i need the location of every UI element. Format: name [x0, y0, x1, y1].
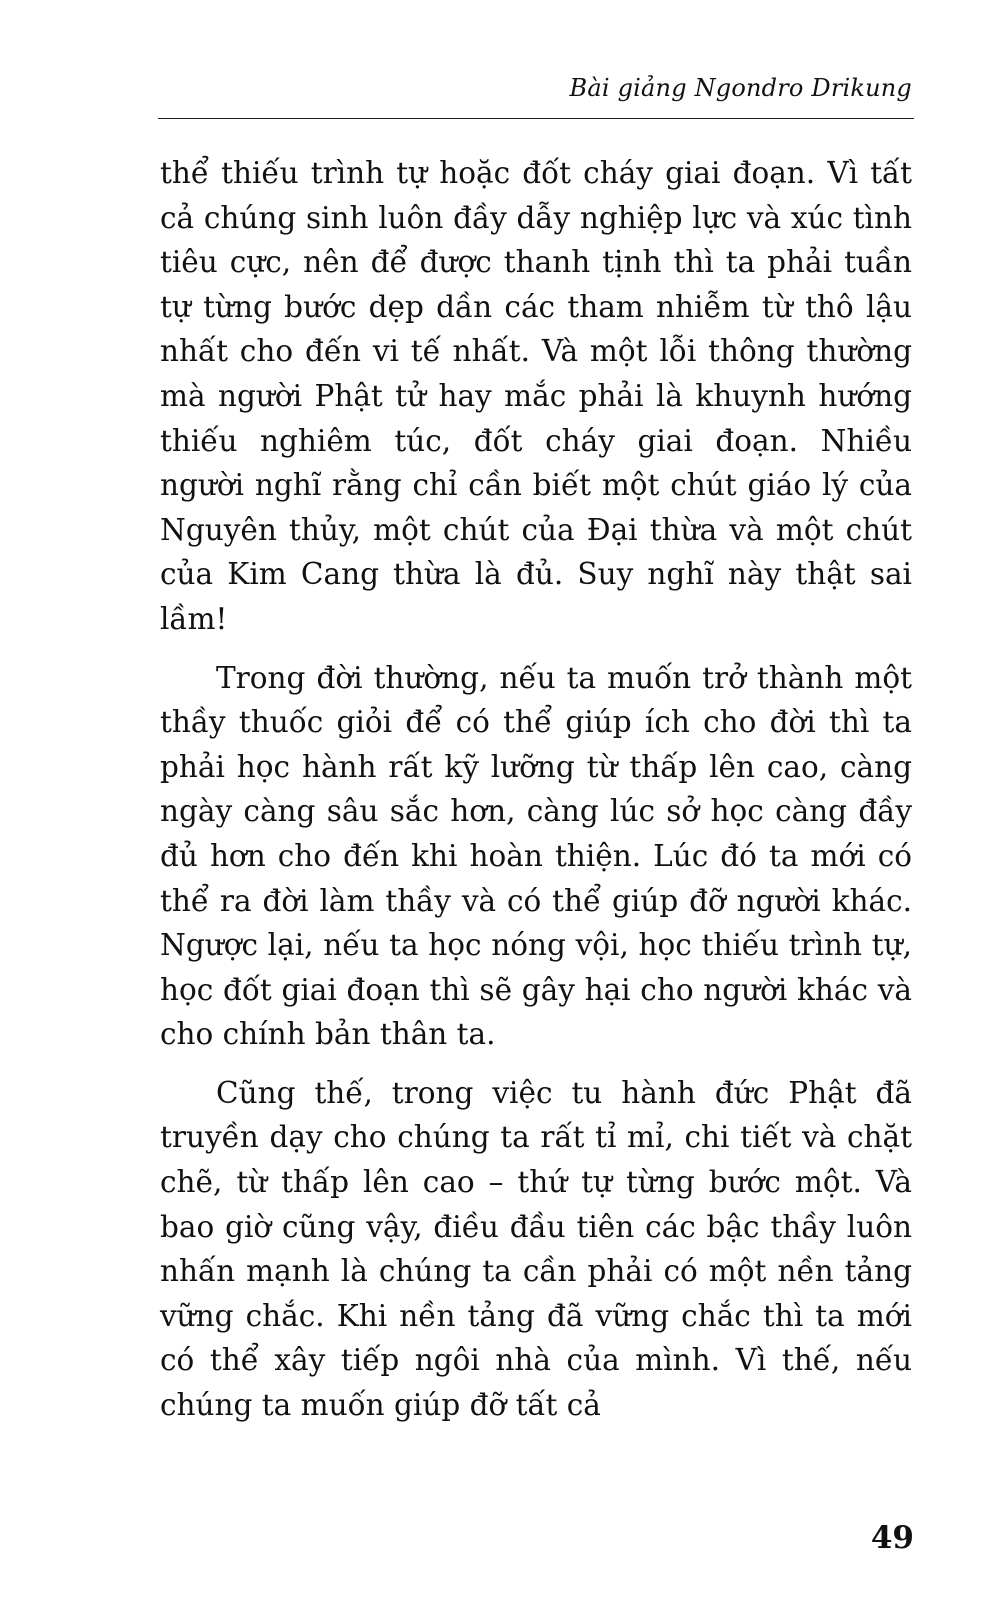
running-header: Bài giảng Ngondro Drikung	[569, 74, 912, 102]
paragraph-continued: thể thiếu trình tự hoặc đốt cháy giai đoạn. Vì tất cả chúng sinh luôn đầy dẫy nghiệp lực và xúc tình tiêu cực, nên để được thanh tịnh thì ta phải tuần tự từng bước dẹp dần các tham nhiễm từ thô lậu nhất cho đến vi tế nhất. Và một lỗi thông thường mà người Phật tử hay mắc phải là khuynh hướng thiếu nghiêm túc, đốt cháy giai đoạn. Nhiều người nghĩ rằng chỉ cần biết một chút giáo lý của Nguyên thủy, một chút của Đại thừa và một chút của Kim Cang thừa là đủ. Suy nghĩ này thật sai lầm!	[160, 156, 912, 636]
paragraph: Cũng thế, trong việc tu hành đức Phật đã truyền dạy cho chúng ta rất tỉ mỉ, chi tiết và chặt chẽ, từ thấp lên cao – thứ tự từng bước một. Và bao giờ cũng vậy, điều đầu tiên các bậc thầy luôn nhấn mạnh là chúng ta cần phải có một nền tảng vững chắc. Khi nền tảng đã vững chắc thì ta mới có thể xây tiếp ngôi nhà của mình. Vì thế, nếu chúng ta muốn giúp đỡ tất cả	[160, 1075, 912, 1423]
body-text	[160, 151, 912, 1442]
header-divider	[158, 118, 914, 119]
page-number: 49	[870, 1520, 914, 1556]
paragraph: Trong đời thường, nếu ta muốn trở thành một thầy thuốc giỏi để có thể giúp ích cho đời thì ta phải học hành rất kỹ lưỡng từ thấp lên cao, càng ngày càng sâu sắc hơn, càng lúc sở học càng đầy đủ hơn cho đến khi hoàn thiện. Lúc đó ta mới có thể ra đời làm thầy và có thể giúp đỡ người khác. Ngược lại, nếu ta học nóng vội, học thiếu trình tự, học đốt giai đoạn thì sẽ gây hại cho người khác và cho chính bản thân ta.	[160, 660, 912, 1052]
